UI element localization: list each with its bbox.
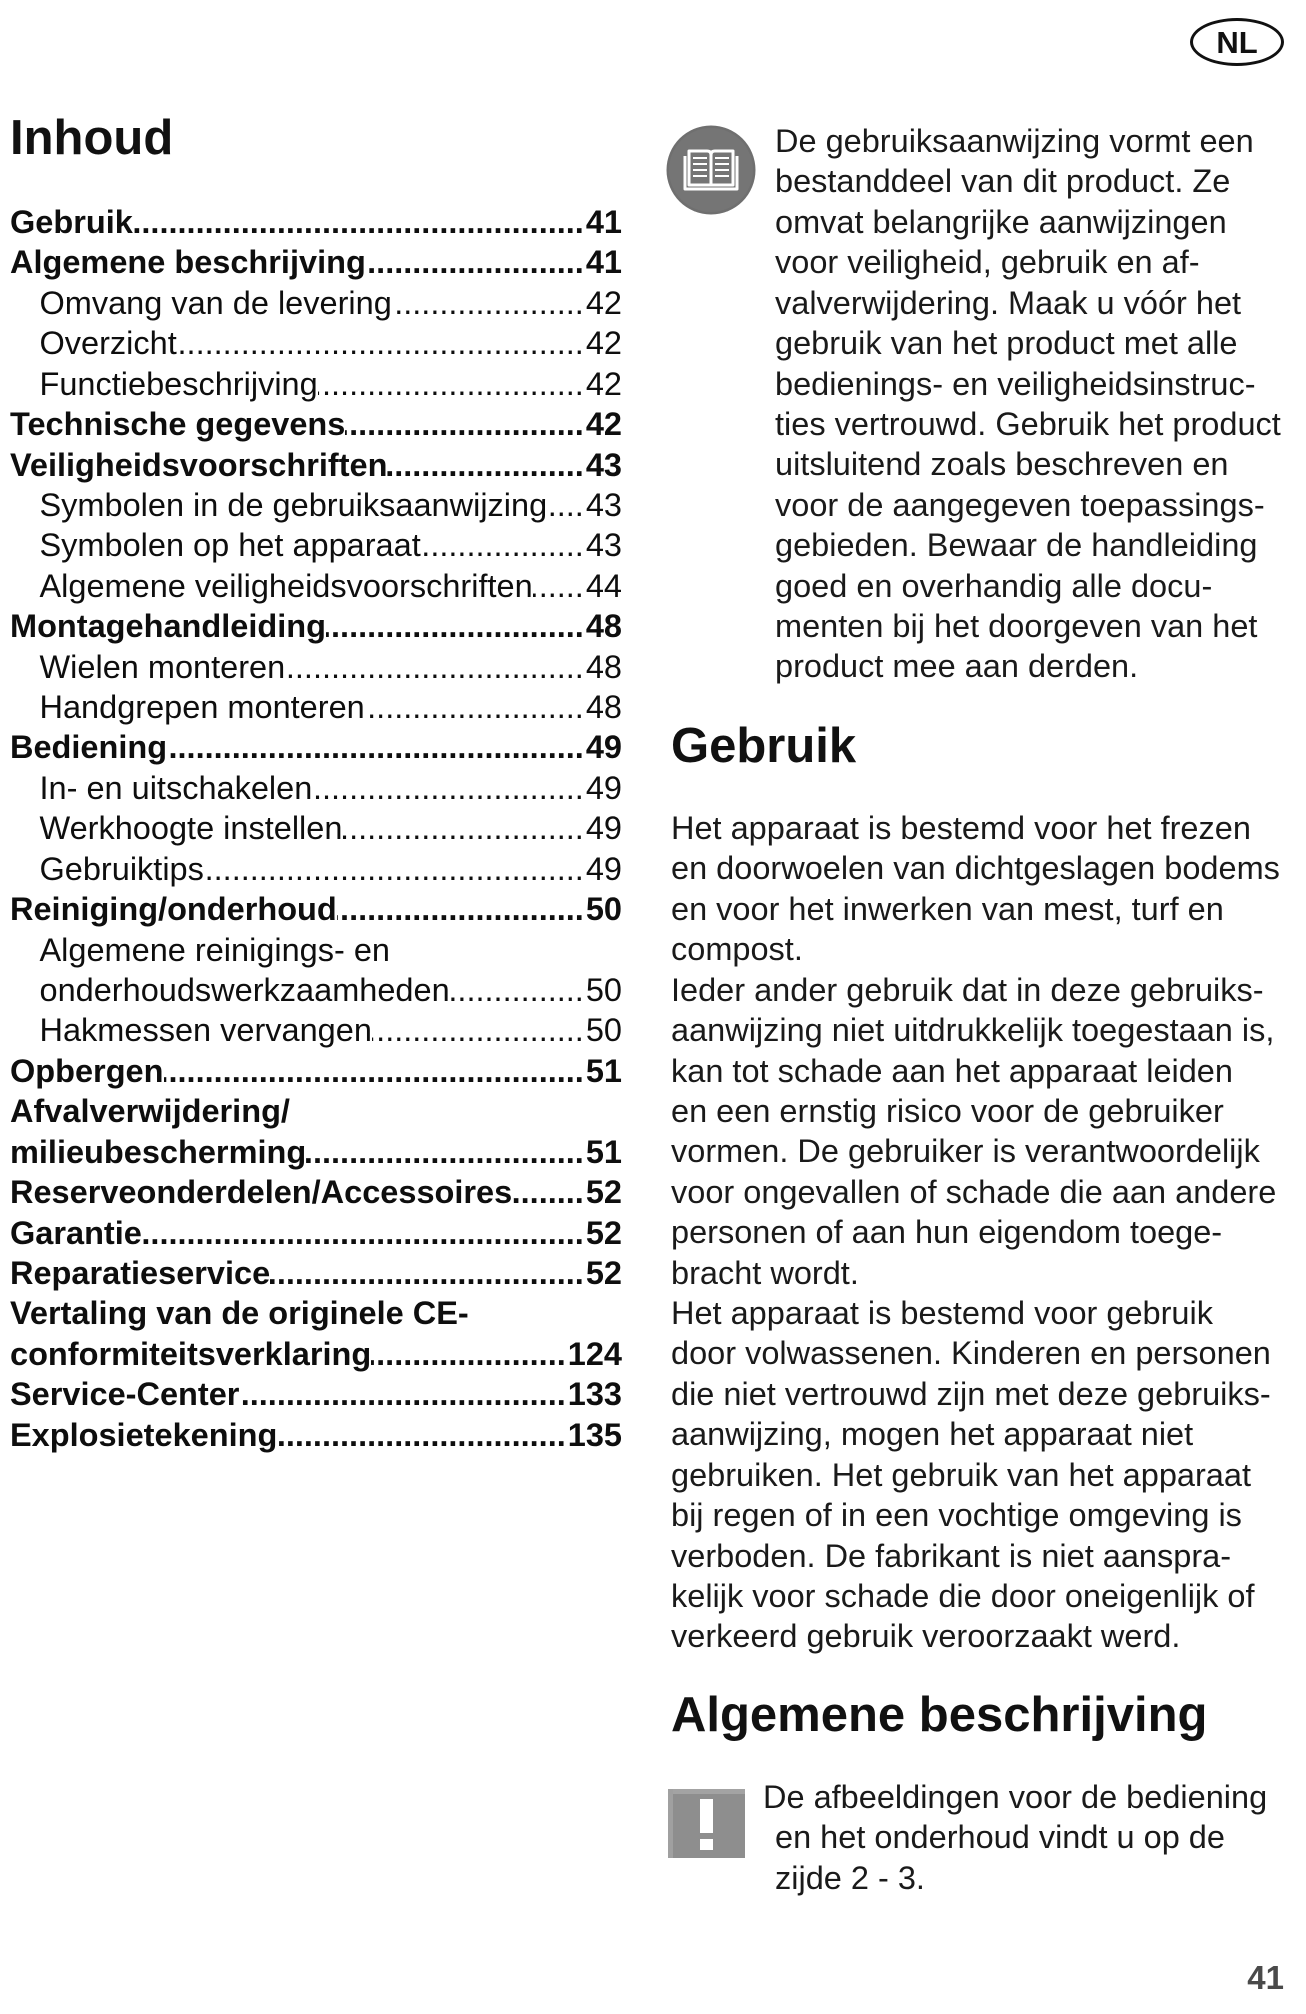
dot-leader <box>337 889 586 929</box>
toc-subentry <box>10 768 622 808</box>
intro-line: product mee aan derden. <box>775 648 1139 685</box>
section-heading-description: Algemene beschrijving <box>671 1688 1208 1742</box>
toc-entry <box>10 1293 622 1333</box>
toc-entry-page: 50 <box>585 972 622 1009</box>
dot-leader <box>365 687 586 727</box>
dot-leader <box>204 849 586 889</box>
toc-entry-label: Algemene reinigings- en <box>39 931 390 968</box>
toc-entry-page: 43 <box>585 486 622 523</box>
dot-leader <box>177 323 586 363</box>
toc-subentry <box>10 364 622 404</box>
toc-entry-page: 52 <box>585 1254 622 1291</box>
usage-line: kelijk voor schade die door oneigenlijk of <box>671 1578 1255 1615</box>
toc-entry-label: Afvalverwijdering/ <box>10 1093 290 1130</box>
intro-line: goed en overhandig alle docu- <box>775 567 1213 604</box>
language-badge <box>1190 18 1284 66</box>
description-note <box>763 1777 1267 1898</box>
toc-entry-label: Vertaling van de originele CE- <box>10 1295 469 1332</box>
note-line: en het onderhoud vindt u op de <box>775 1819 1225 1856</box>
dot-leader <box>164 1051 586 1091</box>
page-number: 41 <box>1247 1959 1284 1996</box>
toc-entry-page: 49 <box>585 769 622 806</box>
dot-leader <box>547 485 586 525</box>
intro-line: uitsluitend zoals beschreven en <box>775 446 1229 483</box>
toc-entry-label: Reparatieservice <box>10 1254 271 1291</box>
toc-entry <box>10 1334 622 1374</box>
toc-subentry <box>10 849 622 889</box>
toc-subentry <box>10 930 622 970</box>
toc-subentry <box>10 525 622 565</box>
dot-leader <box>366 242 586 282</box>
dot-leader <box>450 970 586 1010</box>
toc-entry <box>10 202 622 242</box>
usage-line: bracht wordt. <box>671 1254 859 1291</box>
toc-entry-label: Garantie <box>10 1214 142 1251</box>
toc-entry <box>10 606 622 646</box>
toc-subentry <box>10 323 622 363</box>
toc-entry-page: 49 <box>585 729 622 766</box>
usage-line: Het apparaat is bestemd voor gebruik <box>671 1295 1213 1332</box>
usage-line: aanwijzing, mogen het apparaat niet <box>671 1416 1194 1453</box>
toc-entry-label: Bediening <box>10 729 168 766</box>
toc-entry-label: Explosietekening <box>10 1416 278 1453</box>
usage-line: kan tot schade aan het apparaat leiden <box>671 1052 1233 1089</box>
toc-subentry <box>10 808 622 848</box>
toc-entry <box>10 1415 622 1455</box>
toc-entry-label: In- en uitschakelen <box>39 769 313 806</box>
toc-entry <box>10 404 622 444</box>
toc-entry-page: 50 <box>585 1012 622 1049</box>
dot-leader <box>318 364 586 404</box>
usage-line: gebruiken. Het gebruik van het apparaat <box>671 1456 1251 1493</box>
toc-entry-label: Service-Center <box>10 1376 240 1413</box>
usage-line: vormen. De gebruiker is verantwoordelijk <box>671 1133 1260 1170</box>
intro-line: voor de aangegeven toepassings- <box>775 486 1265 523</box>
toc-entry-page: 133 <box>567 1376 622 1413</box>
toc-entry-label: Technische gegevens <box>10 406 346 443</box>
dot-leader <box>392 283 586 323</box>
dot-leader <box>326 606 586 646</box>
usage-line: door volwassenen. Kinderen en personen <box>671 1335 1271 1372</box>
toc-entry-label: Algemene veiligheidsvoorschriften <box>39 567 533 604</box>
toc-subentry <box>10 970 622 1010</box>
toc-entry-label: Algemene beschrijving <box>10 244 366 281</box>
toc-subentry <box>10 283 622 323</box>
toc-entry-label: Werkhoogte instellen <box>39 810 343 847</box>
toc-entry-label: Hakmessen vervangen <box>39 1012 372 1049</box>
toc-entry-label: Reserveonderdelen/Accessoires <box>10 1174 513 1211</box>
toc-entry-page: 49 <box>585 850 622 887</box>
toc-entry-page: 50 <box>585 891 622 928</box>
toc-entry <box>10 1172 622 1212</box>
intro-text <box>775 121 1281 687</box>
toc-entry-label: Handgrepen monteren <box>39 689 365 726</box>
warning-icon <box>668 1789 745 1858</box>
toc-entry-page: 42 <box>585 325 622 362</box>
toc-entry-page: 48 <box>585 608 622 645</box>
dot-leader <box>133 202 586 242</box>
note-line: zijde 2 - 3. <box>775 1859 925 1896</box>
dot-leader <box>345 404 585 444</box>
table-of-contents <box>10 202 622 1455</box>
toc-entry-label: Omvang van de levering <box>39 284 392 321</box>
dot-leader <box>142 1213 586 1253</box>
toc-entry-page: 43 <box>585 527 622 564</box>
toc-entry <box>10 1213 622 1253</box>
toc-entry <box>10 242 622 282</box>
intro-line: voor veiligheid, gebruik en af- <box>775 244 1200 281</box>
usage-line: personen of aan hun eigendom toege- <box>671 1214 1223 1251</box>
section-heading-usage: Gebruik <box>671 719 857 773</box>
toc-title: Inhoud <box>10 111 174 165</box>
usage-line: die niet vertrouwd zijn met deze gebruiks- <box>671 1375 1271 1412</box>
dot-leader <box>533 566 586 606</box>
dot-leader <box>512 1172 586 1212</box>
dot-leader <box>342 808 585 848</box>
toc-entry-page: 48 <box>585 648 622 685</box>
toc-entry-page: 43 <box>585 446 622 483</box>
dot-leader <box>371 1334 568 1374</box>
usage-line: Het apparaat is bestemd voor het frezen <box>671 810 1251 846</box>
toc-entry-label: Veiligheidsvoorschriften <box>10 446 388 483</box>
toc-entry-page: 41 <box>585 244 622 281</box>
note-line: De afbeeldingen voor de bediening <box>763 1779 1268 1815</box>
toc-entry-page: 51 <box>585 1133 622 1170</box>
toc-entry-label: Montagehandleiding <box>10 608 326 645</box>
toc-entry-label: onderhoudswerkzaamheden <box>39 972 450 1009</box>
usage-text <box>671 808 1280 1657</box>
language-code: NL <box>1216 24 1258 60</box>
toc-subentry <box>10 647 622 687</box>
dot-leader <box>285 647 586 687</box>
intro-line: De gebruiksaanwijzing vormt een <box>775 123 1254 159</box>
toc-subentry <box>10 485 622 525</box>
toc-entry-label: Opbergen <box>10 1052 164 1089</box>
toc-entry <box>10 1253 622 1293</box>
dot-leader <box>372 1010 586 1050</box>
intro-line: valverwijdering. Maak u vóór het <box>775 284 1242 321</box>
usage-line: Ieder ander gebruik dat in deze gebruiks- <box>671 971 1264 1008</box>
toc-entry-page: 49 <box>585 810 622 847</box>
toc-entry-page: 51 <box>585 1052 622 1089</box>
toc-entry-label: Gebruiktips <box>39 850 204 887</box>
toc-subentry <box>10 687 622 727</box>
intro-line: gebruik van het product met alle <box>775 325 1238 362</box>
usage-line: compost. <box>671 931 803 968</box>
usage-line: verkeerd gebruik veroorzaakt werd. <box>671 1618 1181 1655</box>
toc-entry-label: Symbolen op het apparaat <box>39 527 421 564</box>
book-icon <box>666 125 756 215</box>
intro-line: bestanddeel van dit product. Ze <box>775 163 1231 200</box>
dot-leader <box>277 1415 567 1455</box>
toc-entry-page: 42 <box>585 365 622 402</box>
toc-entry-page: 52 <box>585 1214 622 1251</box>
toc-entry-page: 44 <box>585 567 622 604</box>
toc-entry-label: Reiniging/onderhoud <box>10 891 337 928</box>
toc-entry-page: 42 <box>585 406 622 443</box>
toc-entry-page: 52 <box>585 1174 622 1211</box>
toc-entry <box>10 889 622 929</box>
usage-line: aanwijzing niet uitdrukkelijk toegestaan is, <box>671 1012 1275 1049</box>
intro-line: ties vertrouwd. Gebruik het product <box>775 405 1281 442</box>
dot-leader <box>387 445 585 485</box>
toc-entry-label: Gebruik <box>10 204 133 240</box>
usage-line: en voor het inwerken van mest, turf en <box>671 890 1224 927</box>
toc-entry-label: Overzicht <box>39 325 177 362</box>
toc-entry-label: conformiteitsverklaring <box>10 1335 372 1372</box>
toc-entry-page: 41 <box>585 204 622 240</box>
usage-line: en doorwoelen van dichtgeslagen bodems <box>671 850 1280 887</box>
toc-entry <box>10 1051 622 1091</box>
usage-line: voor ongevallen of schade die aan andere <box>671 1173 1277 1210</box>
usage-line: en een ernstig risico voor de gebruiker <box>671 1092 1224 1129</box>
toc-entry-label: Symbolen in de gebruiksaanwijzing <box>39 486 548 523</box>
intro-line: gebieden. Bewaar de handleiding <box>775 527 1258 564</box>
toc-entry-page: 48 <box>585 689 622 726</box>
dot-leader <box>306 1132 586 1172</box>
toc-entry-page: 135 <box>567 1416 622 1453</box>
dot-leader <box>421 525 586 565</box>
toc-subentry <box>10 1010 622 1050</box>
intro-line: omvat belangrijke aanwijzingen <box>775 203 1227 240</box>
usage-line: verboden. De fabrikant is niet aanspra- <box>671 1537 1232 1574</box>
dot-leader <box>167 727 586 767</box>
usage-line: bij regen of in een vochtige omgeving is <box>671 1497 1242 1534</box>
toc-entry-label: milieubescherming <box>10 1133 307 1170</box>
toc-entry <box>10 727 622 767</box>
toc-subentry <box>10 566 622 606</box>
intro-line: bedienings- en veiligheidsinstruc- <box>775 365 1256 402</box>
toc-entry-label: Wielen monteren <box>39 648 286 685</box>
toc-entry-label: Functiebeschrijving <box>39 365 318 402</box>
dot-leader <box>312 768 586 808</box>
toc-entry <box>10 1374 622 1414</box>
toc-entry-page: 124 <box>567 1335 622 1372</box>
intro-line: menten bij het doorgeven van het <box>775 608 1258 645</box>
toc-entry-page: 42 <box>585 284 622 321</box>
toc-entry <box>10 1091 622 1131</box>
dot-leader <box>270 1253 586 1293</box>
toc-entry <box>10 445 622 485</box>
dot-leader <box>239 1374 567 1414</box>
toc-entry <box>10 1132 622 1172</box>
